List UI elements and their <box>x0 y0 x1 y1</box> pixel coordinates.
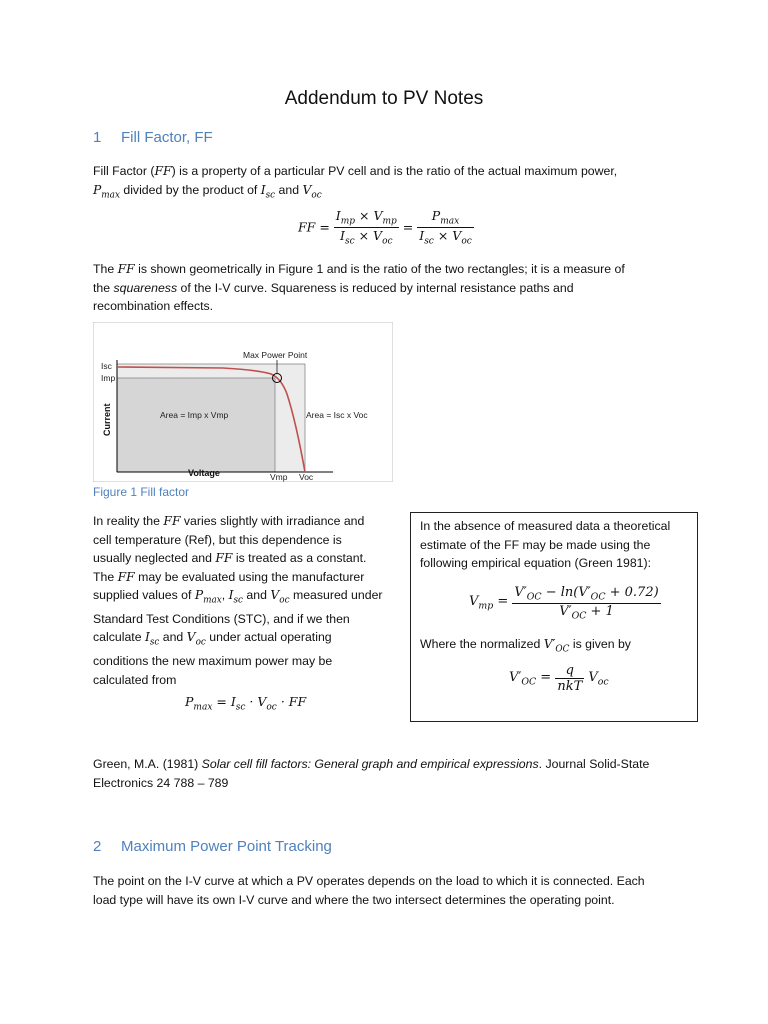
green-empirical-equation-box <box>410 512 698 722</box>
area-imp-vmp-rectangle <box>117 378 275 472</box>
text: Fill Factor ( <box>93 164 155 178</box>
vmp-equation: $V_{mp}$ = $\frac{V'_{OC} - \ln(V'_{OC} + 0.72)}{V'_{OC} + 1}$ <box>469 585 659 622</box>
area-imp-vmp-label: Area = Imp x Vmp <box>160 410 229 420</box>
normalized-voc-equation: $V'_{OC}$ = $\frac{q}{\text{nkT}}$ $V_{oc}$ <box>509 663 609 694</box>
section-1-heading <box>93 129 213 146</box>
mpp-label: Max Power Point <box>243 350 308 360</box>
reference-title: Solar cell fill factors: General graph and empirical expressions <box>201 757 539 771</box>
left-column-paragraph: In reality the FF varies slightly with irradiance and cell temperature (Ref), but this dependence is usually neglected and FF is treated as a constant. The FF may be evaluated using the manufacturer supplied values of $P_{max}$, $I_{sc}$ and $V_{oc}$ measured under Standard Test Conditions (STC), and if we then calculate $I_{sc}$ and $V_{oc}$ under actual operating conditions the new maximum power may be calculated from <box>93 514 383 687</box>
fraction-imp-vmp: $\frac{I_{mp} \times V_{mp}}{I_{sc} \times V_{oc}}$ <box>335 208 397 246</box>
figure-fill-factor-chart <box>93 322 393 482</box>
voc-tick-label: Voc <box>299 472 314 482</box>
fill-factor-equation <box>298 208 474 246</box>
box-intro-text: In the absence of measured data a theoretical estimate of the FF may be made using the following empirical equation (Green 1981): <box>420 519 671 570</box>
paragraph-fill-factor-definition <box>93 162 693 204</box>
normalized-voc-text: Where the normalized $V'_{OC}$ is given by <box>420 637 631 655</box>
isc-tick-label: Isc <box>101 361 112 371</box>
emphasis-squareness: squareness <box>113 280 178 295</box>
section-title: Fill Factor, FF <box>121 129 213 146</box>
section-number: 1 <box>93 129 102 146</box>
fraction-pmax: $\frac{P_{max}}{I_{sc} \times V_{oc}}$ <box>419 208 472 246</box>
x-axis-label: Voltage <box>188 468 220 478</box>
math-ff: FF <box>154 164 172 178</box>
pmax-equation: $P_{max} = I_{sc} \cdot V_{oc}$ · FF <box>185 694 307 713</box>
text: divided by the product of <box>119 182 261 197</box>
eq-equals: = <box>402 219 414 235</box>
document-title: Addendum to PV Notes <box>284 88 484 109</box>
math-pmax: $P_{max}$ <box>93 182 120 200</box>
figure-1-caption: Figure 1 Fill factor <box>93 485 190 499</box>
math-voc: $V_{oc}$ <box>302 182 322 200</box>
area-isc-voc-label: Area = Isc x Voc <box>306 410 368 420</box>
math-isc: $I_{sc}$ <box>260 182 276 200</box>
section-title: Maximum Power Point Tracking <box>121 838 332 855</box>
text: and <box>275 182 303 197</box>
section-number: 2 <box>93 838 102 855</box>
eq-lhs: FF = <box>298 219 330 235</box>
text: ) is a property of a particular PV cell and is the ratio of the actual maximum power, <box>171 164 618 178</box>
imp-tick-label: Imp <box>101 373 116 383</box>
reference-green-1981: Green, M.A. (1981) Solar cell fill factors: General graph and empirical expressions. Journal Solid-State Electronics 24 788 – 789 <box>93 757 650 790</box>
section-2-heading <box>93 838 332 855</box>
y-axis-label: Current <box>102 403 112 436</box>
math-ff: FF <box>117 262 135 276</box>
paragraph-mppt: The point on the I-V curve at which a PV operates depends on the load to which it is connected. Each load type will have its own I-V curve and where the two intersect determines the operating point. <box>93 874 645 907</box>
vmp-tick-label: Vmp <box>270 472 288 482</box>
paragraph-squareness: The FF is shown geometrically in Figure 1 and is the ratio of the two rectangles; it is a measure of the squareness of the I-V curve. Squareness is reduced by internal resistance paths and recombination effects. <box>93 262 625 313</box>
